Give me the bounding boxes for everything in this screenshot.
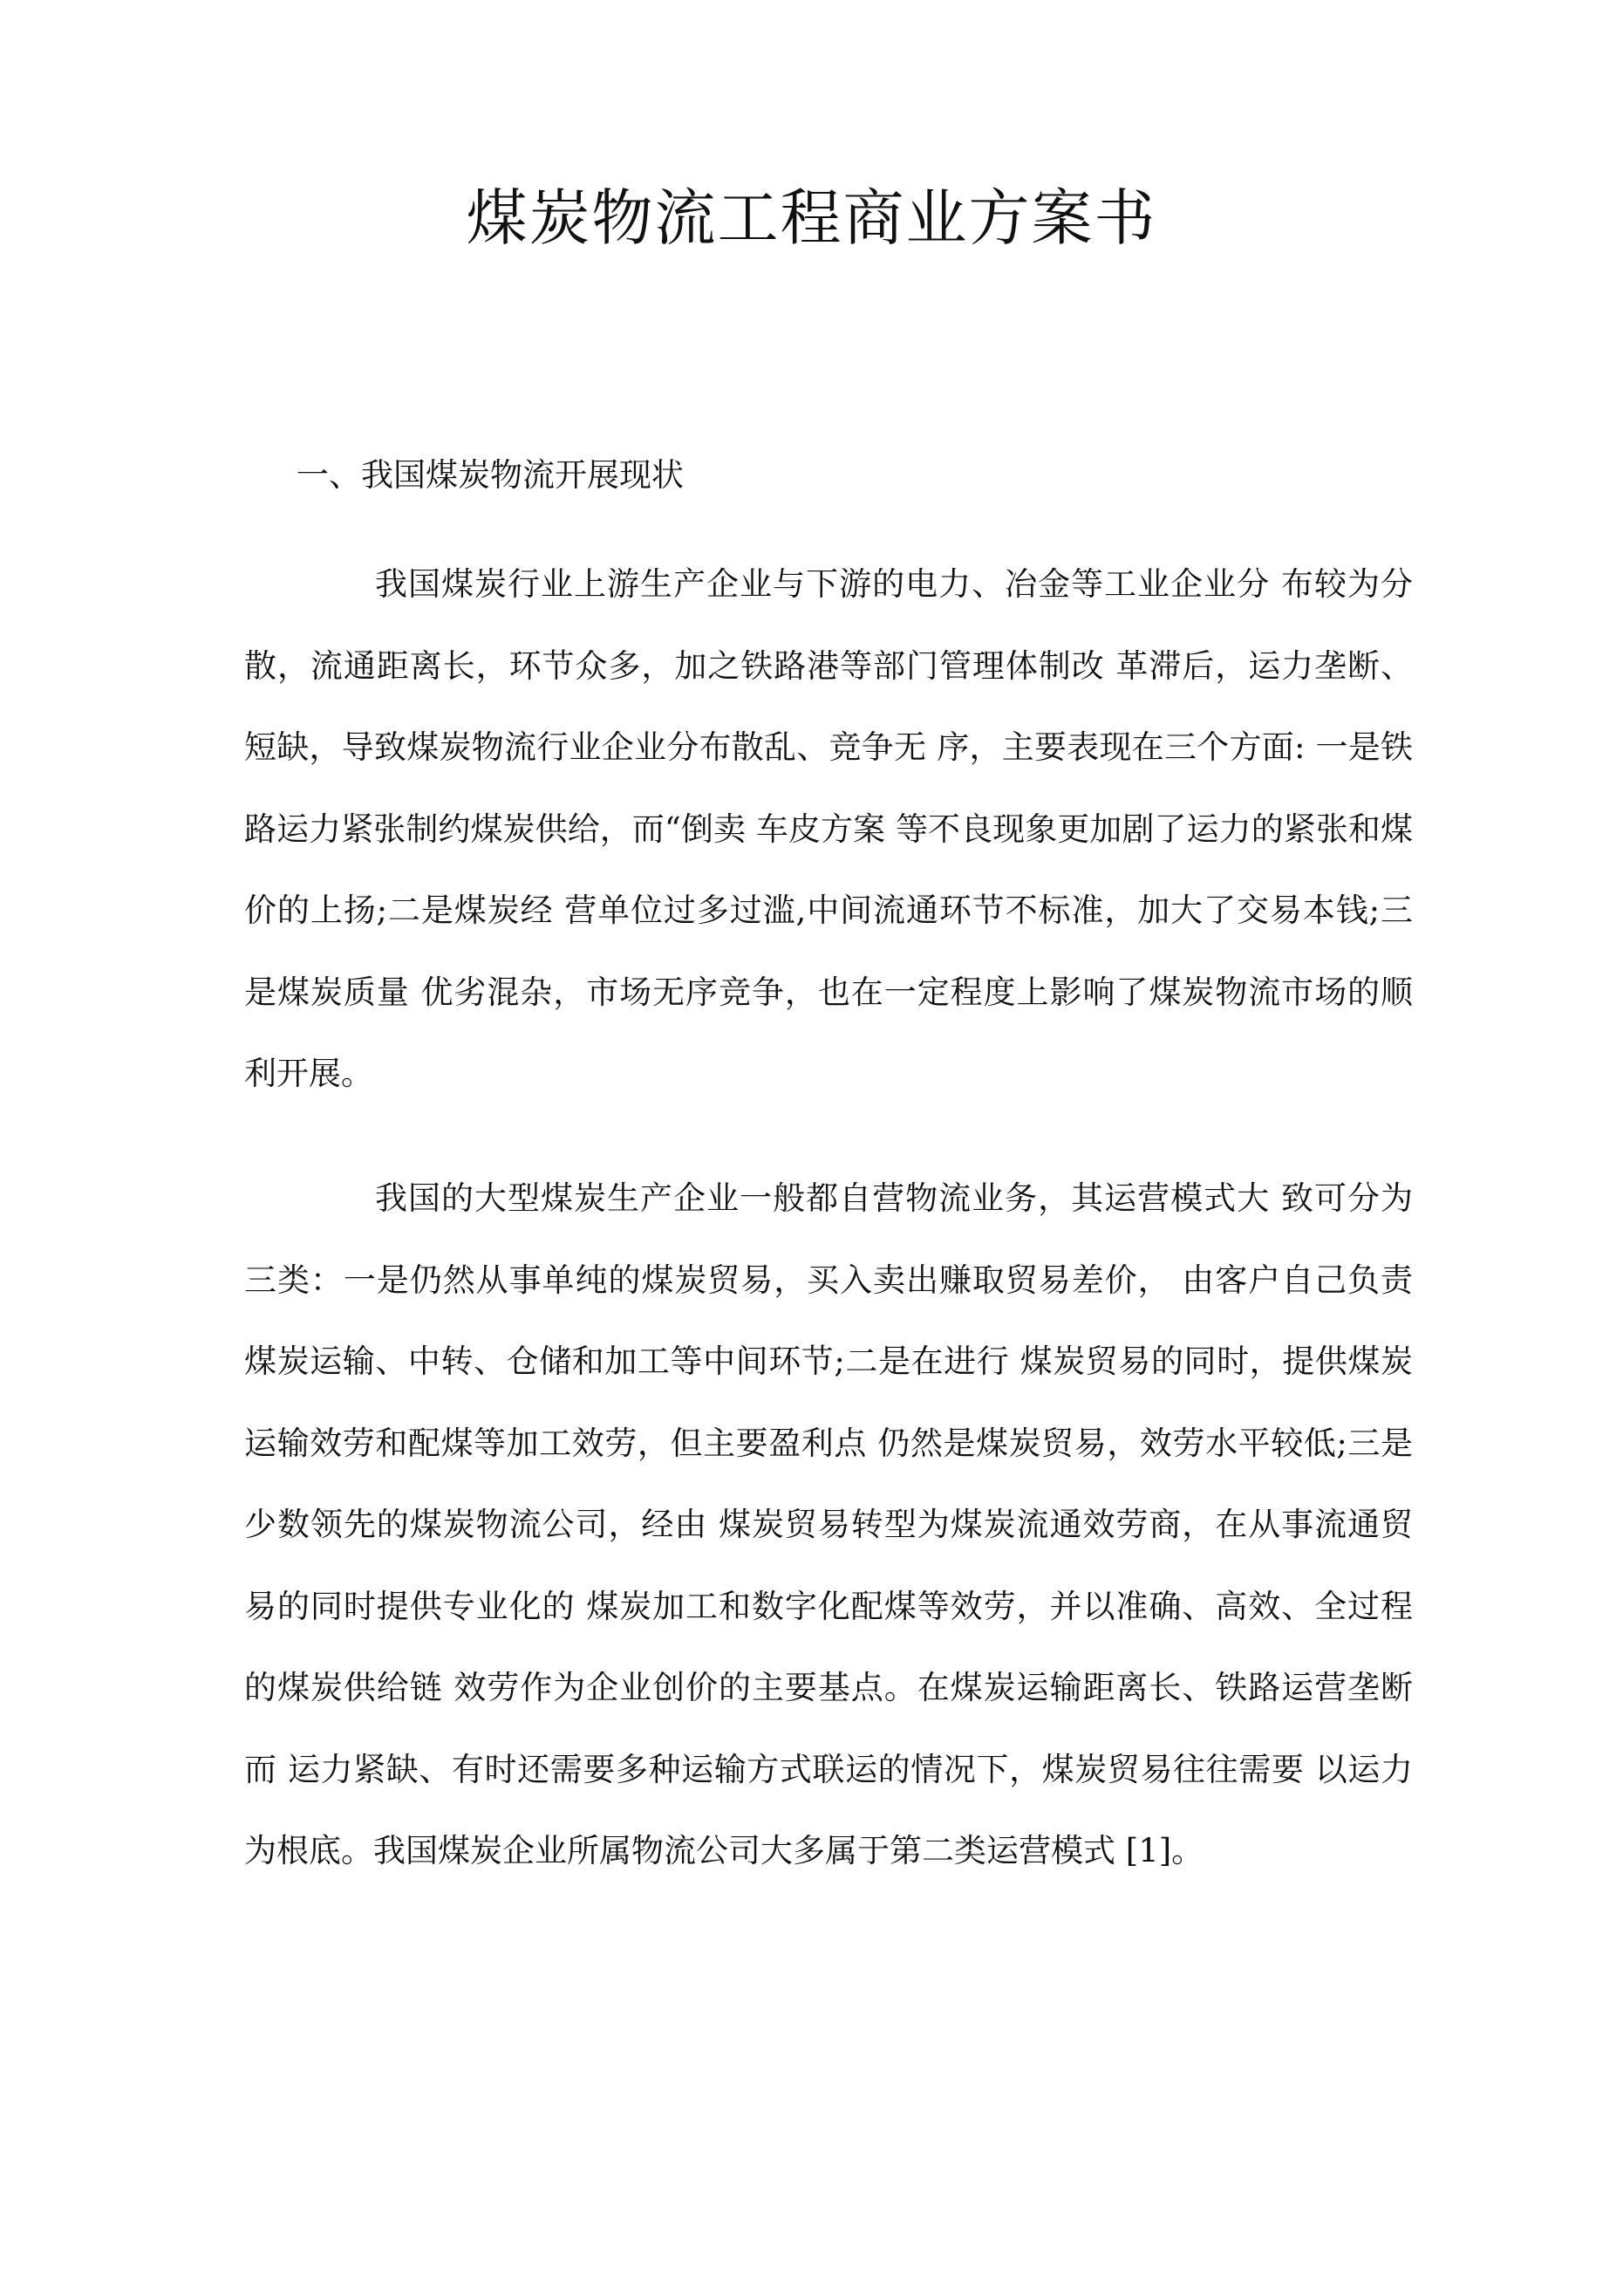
section-heading: 一、我国煤炭物流开展现状 xyxy=(297,456,684,494)
body-paragraph: 我国的大型煤炭生产企业一般都自营物流业务，其运营模式大 致可分为三类：一是仍然从事单纯的煤炭贸易，买入卖出赚取贸易差价， 由客户自己负责煤炭运输、中转、仓储和加工等中间环节;二是在进行 煤炭贸易的同时，提供煤炭运输效劳和配煤等加工效劳，但主要盈利点 仍然是煤炭贸易，效劳水平较低;三是少数领先的煤炭物流公司，经由 煤炭贸易转型为煤炭流通效劳商，在从事流通贸易的同时提供专业化的 煤炭加工和数字化配煤等效劳，并以准确、高效、全过程的煤炭供给链 效劳作为企业创价的主要基点。在煤炭运输距离长、铁路运营垄断而 运力紧缺、有时还需要多种运输方式联运的情况下，煤炭贸易往往需要 以运力为根底。我国煤炭企业所属物流公司大多属于第二类运营模式 [1]。 xyxy=(244,1179,1413,1869)
body-paragraph: 我国煤炭行业上游生产企业与下游的电力、冶金等工业企业分 布较为分散，流通距离长，环节众多，加之铁路港等部门管理体制改 革滞后，运力垄断、短缺，导致煤炭物流行业企业分布散乱、竞争无 序，主要表现在三个方面: 一是铁路运力紧张制约煤炭供给，而“倒卖 车皮方案 等不良现象更加剧了运力的紧张和煤价的上扬;二是煤炭经 营单位过多过滥,中间流通环节不标准，加大了交易本钱;三是煤炭质量 优劣混杂，市场无序竞争，也在一定程度上影响了煤炭物流市场的顺 利开展。 xyxy=(244,565,1413,1092)
document-title: 煤炭物流工程商业方案书 xyxy=(466,182,1157,254)
